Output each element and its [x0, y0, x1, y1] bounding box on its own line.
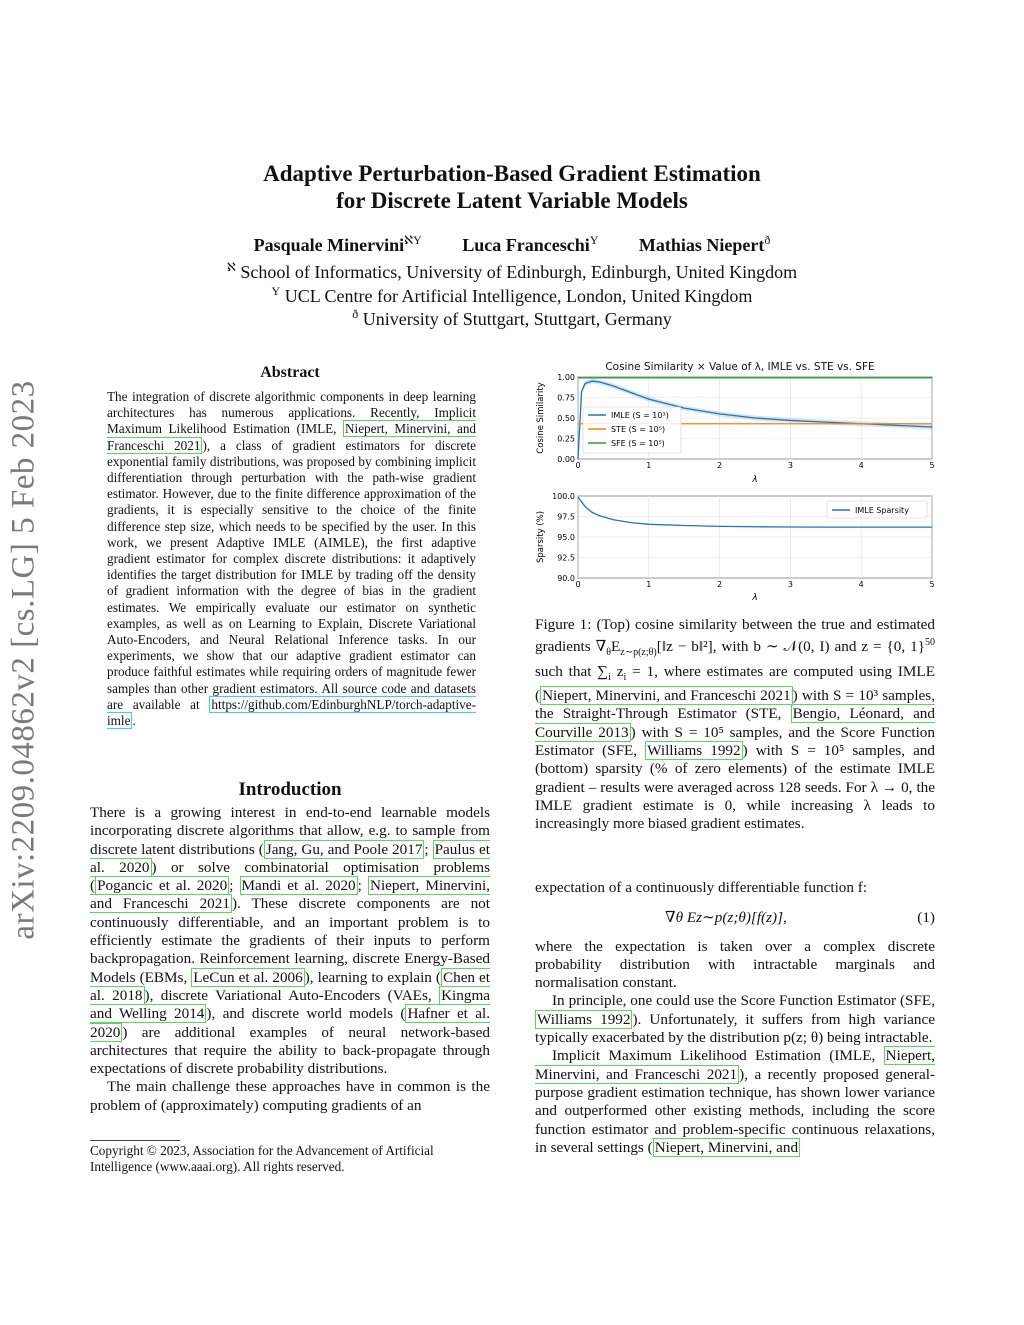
top-y-tick-label: 0.25 — [557, 434, 575, 444]
top-y-tick-label: 0.00 — [557, 455, 575, 464]
citation-link[interactable]: Chen et al. 2018 — [90, 968, 490, 1004]
bottom-x-axis-label: λ — [752, 593, 758, 602]
bottom-legend — [827, 501, 927, 518]
intro-paragraph-2: The main challenge these approaches have in common is the problem of (approximately) computing gradients of an — [90, 1078, 490, 1114]
right-column-body — [535, 879, 935, 1157]
citation-link[interactable]: Hafner et al. 2020 — [90, 1005, 490, 1041]
top-y-axis-label: Cosine Similarity — [536, 382, 546, 454]
bottom-y-tick-label: 97.5 — [557, 512, 575, 522]
citation-link[interactable]: Jang, Gu, and Poole 2017 — [265, 840, 423, 858]
footnote-divider — [90, 1140, 180, 1141]
citation-link[interactable]: Niepert, Minervini, and — [654, 1138, 799, 1156]
legend-ste: STE (S = 10⁵) — [611, 425, 666, 434]
author-3: Mathias Niepert$^ð$ — [638, 233, 771, 255]
affiliation-1: $^ℵ$ School of Informatics, University of Edinburgh, Edinburgh, United Kingdom — [226, 260, 798, 282]
abstract-body: The integration of discrete algorithmic components in deep learning architectures has numerous applications. Recently, Implicit Maximum Likelihood Estimation (IMLE, Niepert, Minervini, and Franceschi 2021 ), a class of gradient estimators for discrete exponential family distributions, was proposed by combining implicit differentiation through perturbation with the path-wise gradient estimator. However, due to the finite difference approximation of the gradients, it is especially sensitive to the choice of the finite difference step size, which needs to be specified by the user. In this work, we present Adaptive IMLE (AIMLE), the first adaptive gradient estimator for complex discrete distributions: it adaptively identifies the target distribution for IMLE by trading off the density of gradient information with the degree of bias in the gradient estimates. We empirically evaluate our estimator on synthetic examples, as well as on Learning to Explain, Discrete Variational Auto-Encoders, and Neural Relational Inference tasks. In our experiments, we show that our adaptive gradient estimator can produce faithful estimates while requiring orders of magnitude fewer samples than other gradient estimators. All source code and datasets are available at https://github.com/EdinburghNLP/torch-adaptive-imle . — [107, 389, 477, 729]
chart-title: Cosine Similarity × Value of λ, IMLE vs. STE vs. SFE — [605, 361, 875, 373]
citation-link[interactable]: Bengio, Léonard, and Courville 2013 — [535, 705, 935, 741]
citation-link[interactable]: Paulus et al. 2020 — [90, 840, 490, 876]
citation-link[interactable]: Niepert, Minervini, and Franceschi 2021 — [535, 1047, 935, 1083]
repository-url-link[interactable]: https://github.com/EdinburghNLP/torch-adaptive-imle — [107, 696, 476, 729]
right-paragraph-4: Implicit Maximum Likelihood Estimation (IMLE, Niepert, Minervini, and Franceschi 2021 ), a recently proposed general-purpose gradient estimation technique, has shown lower variance and outperformed other existing methods, including the score function estimator and problem-specific continuous relaxations, in several settings ( Niepert, Minervini, and — [535, 1047, 935, 1156]
top-legend — [583, 407, 681, 453]
bottom-y-tick-label: 90.0 — [557, 574, 575, 583]
affiliation-3: $^ð$ University of Stuttgart, Stuttgart, Germany — [352, 307, 672, 329]
affiliation-2: $^\Upsilon$ UCL Centre for Artificial Intelligence, London, United Kingdom — [271, 284, 753, 306]
abstract-heading: Abstract — [260, 364, 320, 381]
legend-imle: IMLE (S = 10³) — [611, 411, 669, 420]
legend-sfe: SFE (S = 10⁵) — [611, 439, 665, 448]
introduction-heading: Introduction — [238, 779, 342, 800]
title-line-2: for Discrete Latent Variable Models — [336, 188, 688, 213]
top-x-tick-label: 2 — [717, 461, 723, 470]
bottom-x-tick-label: 1 — [646, 580, 652, 589]
right-paragraph-2: where the expectation is taken over a complex discrete probability distribution with intractable marginals and normalisation constant. — [535, 937, 935, 992]
bottom-x-tick-label: 3 — [787, 580, 793, 589]
intro-paragraph-1: There is a growing interest in end-to-end learnable models incorporating discrete algorithms that allow, e.g. to sample from discrete latent distributions ( Jang, Gu, and Poole 2017 ; Paulus et al. 2020 ) or solve combinatorial optimisation problems ( Pogancic et al. 2020 ; Mandi et al. 2020 ; Niepert, Minervini, and Franceschi 2021 ). These discrete components are not continuously differentiable, and an important problem is to efficiently estimate the gradients of their inputs to perform backpropagation. Reinforcement learning, discrete Energy-Based Models (EBMs, LeCun et al. 2006 ), learning to explain ( Chen et al. 2018 ), discrete Variational Auto-Encoders (VAEs, Kingma and Welling 2014 ), and discrete world models ( Hafner et al. 2020 ) are additional examples of neural network-based architectures that require the ability to back-propagate through expectations of discrete probability distributions. — [90, 804, 490, 1078]
bottom-x-tick-label: 4 — [858, 580, 864, 589]
bottom-y-axis-label: Sparsity (%) — [536, 510, 546, 564]
copyright-footnote: Copyright © 2023, Association for the Advancement of Artificial Intelligence (www.aaai.org). All rights reserved. — [90, 1143, 434, 1174]
citation-link[interactable]: Niepert, Minervini, and Franceschi 2021 — [90, 877, 490, 913]
top-x-tick-label: 4 — [858, 461, 864, 470]
figure-1-charts — [533, 356, 943, 602]
citation-link[interactable]: LeCun et al. 2006 — [193, 968, 303, 986]
legend-imle-sparsity: IMLE Sparsity — [855, 506, 909, 515]
citation-link[interactable]: Mandi et al. 2020 — [241, 877, 356, 895]
top-y-tick-label: 0.75 — [557, 393, 575, 403]
citation-link[interactable]: Niepert, Minervini, and Franceschi 2021 — [542, 687, 791, 705]
citation-link[interactable]: Kingma and Welling 2014 — [90, 986, 490, 1023]
author-list — [130, 233, 894, 256]
top-x-tick-label: 5 — [929, 461, 935, 470]
introduction-body — [90, 804, 490, 1115]
bottom-y-tick-label: 95.0 — [557, 533, 575, 542]
bottom-y-tick-label: 100.0 — [552, 492, 575, 501]
equation-1 — [535, 909, 935, 927]
equation-1-math: ∇θ Ez∼p(z;θ)[f(z)], — [665, 909, 787, 927]
citation-link[interactable]: Niepert, Minervini, and Franceschi 2021 — [107, 421, 477, 453]
top-x-tick-label: 3 — [787, 461, 793, 470]
figure-1-caption: Figure 1: (Top) cosine similarity between the true and estimated gradients $\nabla_\theta E_{z\sim p(z;\theta)}[‖z$ − b‖²], with b ∼ 𝒩(0, I) and z = {0, 1}$^{50}$ such that $\sum_i$ $z_i = 1$, where estimates are computed using IMLE ( Niepert, Minervini, and Franceschi 2021 ) with S = 10³ samples, the Straight-Through Estimator (STE, Bengio, Léonard, and Courville 2013 ) with S = 10⁵ samples, and the Score Function Estimator (SFE, Williams 1992 ) with S = 10⁵ samples, and (bottom) sparsity (% of zero elements) of the estimate IMLE gradient – results were averaged across 128 seeds. For λ → 0, the IMLE gradient estimate is 0, while increasing λ leads to increasingly more biased gradient estimates. — [535, 616, 935, 833]
author-2: Luca Franceschi$^\Upsilon$ — [462, 233, 599, 255]
bottom-x-tick-label: 5 — [929, 580, 935, 589]
top-x-axis-label: λ — [752, 475, 758, 485]
citation-link[interactable]: Pogancic et al. 2020 — [97, 877, 228, 895]
bottom-x-tick-label: 0 — [575, 580, 581, 589]
paper-title — [130, 160, 894, 214]
right-paragraph-3: In principle, one could use the Score Function Estimator (SFE, Williams 1992 ). Unfortunately, it suffers from high variance typically exacerbated by the distribution p(z; θ) being intractable. — [535, 992, 935, 1047]
title-line-1: Adaptive Perturbation-Based Gradient Estimation — [263, 161, 761, 186]
top-x-tick-label: 0 — [575, 461, 581, 470]
citation-link[interactable]: Williams 1992 — [647, 741, 741, 759]
bottom-x-tick-label: 2 — [717, 580, 723, 589]
arxiv-stamp-text: arXiv:2209.04862v2 [cs.LG] 5 Feb 2023 — [5, 380, 42, 940]
right-paragraph-1: expectation of a continuously differentiable function f: — [535, 879, 868, 896]
top-y-tick-label: 1.00 — [557, 373, 575, 382]
arxiv-identifier — [2, 360, 46, 960]
citation-link[interactable]: Williams 1992 — [537, 1010, 631, 1028]
bottom-y-tick-label: 92.5 — [557, 553, 575, 563]
equation-1-number: (1) — [917, 909, 935, 927]
top-x-tick-label: 1 — [646, 461, 652, 470]
author-1: Pasquale Minervini$^{ℵ\Upsilon}$ — [253, 233, 422, 255]
top-y-tick-label: 0.50 — [557, 414, 575, 423]
